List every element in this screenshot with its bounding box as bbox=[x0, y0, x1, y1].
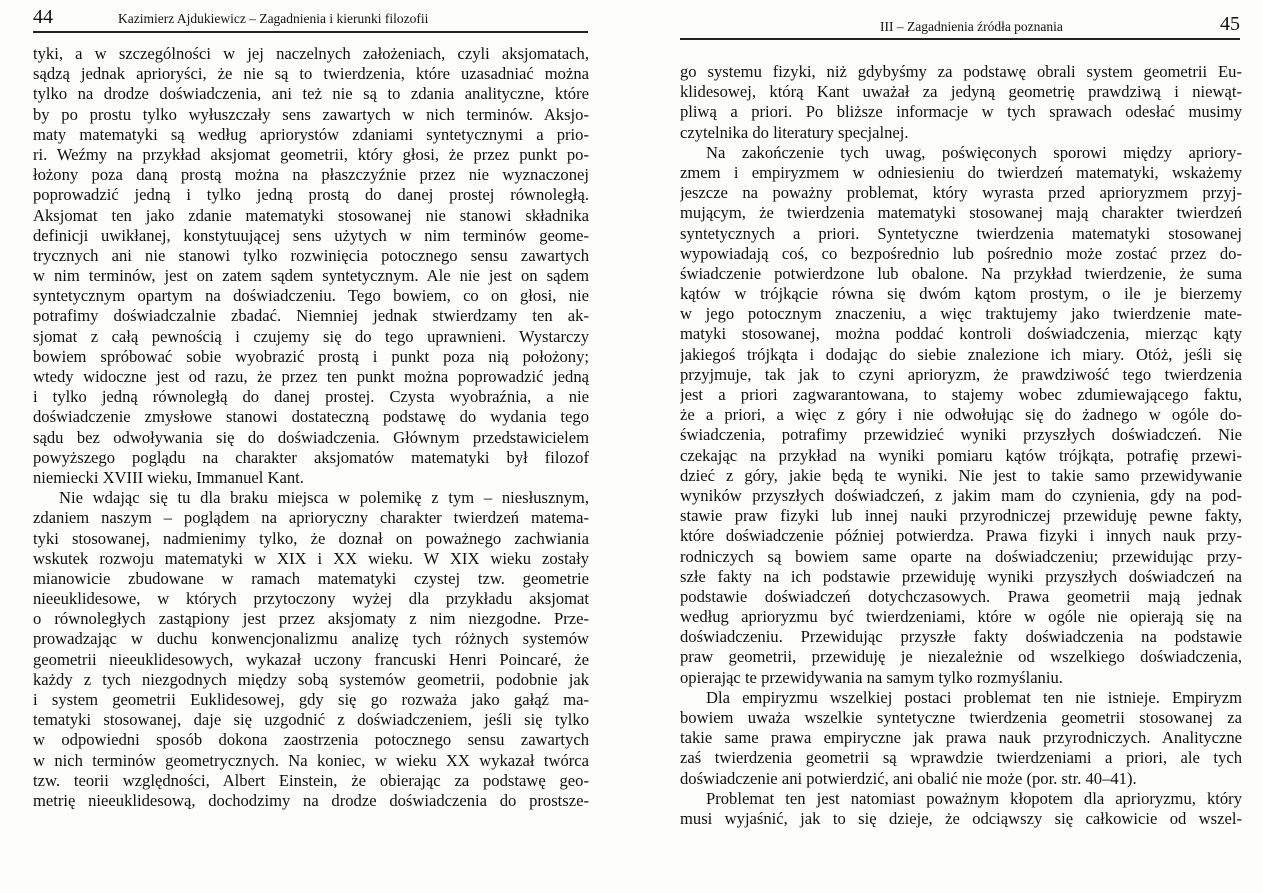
text-line: Problemat ten jest natomiast poważnym kłopotem dla aprioryzmu, który bbox=[706, 788, 1242, 808]
text-line: stawie praw fizyki lub innej nauki przyrodniczej przewiduję pewne fakty, bbox=[680, 506, 1242, 526]
text-line: sądzą jednak aprioryści, że nie są to twierdzenia, które uzasadniać można bbox=[33, 64, 589, 84]
left-page-body bbox=[33, 44, 589, 811]
header-rule bbox=[680, 38, 1240, 40]
text-line: że a priori, a więc z góry i nie odwołując się do żadnego w ogóle do- bbox=[680, 405, 1242, 425]
left-page-number: 44 bbox=[33, 6, 53, 28]
text-line: wyników przyszłych doświadczeń, z jakim mam do czynienia, gdy na pod- bbox=[680, 485, 1242, 505]
text-line: w nich terminów geometrycznych. Na koniec, w wieku XX wykazał twórca bbox=[33, 750, 589, 770]
text-line: pliwą a priori. Po bliższe informacje w tych sprawach odesłać musimy bbox=[680, 102, 1242, 122]
text-line: czytelnika do literatury specjalnej. bbox=[680, 122, 909, 142]
text-line: tylko na drodze doświadczenia, ani też nie są to zdania analityczne, które bbox=[33, 84, 589, 104]
text-line: klidesowej, którą Kant uważał za jedyną geometrię prawdziwą i niewąt- bbox=[680, 82, 1242, 102]
text-line: tzw. teorii względności, Albert Einstein, że obierając za podstawę geo- bbox=[33, 770, 589, 790]
text-line: matyki stosowanej, można poddać kontroli doświadczenia, mierząc kąty bbox=[680, 324, 1242, 344]
text-line: sjomat z całą pewnością i czujemy się do tego uprawnieni. Wystarczy bbox=[33, 326, 589, 346]
text-line: doświadczeniu. Przewidując przyszłe fakty doświadczenia na podstawie bbox=[680, 627, 1242, 647]
text-line: i system geometrii Euklidesowej, gdy się go rozważa jako gałąź ma- bbox=[33, 690, 589, 709]
text-line: każdy z tych niezgodnych między sobą systemów geometrii, podobnie jak bbox=[33, 669, 589, 689]
left-running-head: Kazimierz Ajdukiewicz – Zagadnienia i kierunki filozofii bbox=[118, 11, 429, 26]
left-page bbox=[0, 0, 620, 893]
text-line: przyjmuje, tak jak to czyni aprioryzm, że prawdziwość tego twierdzenia bbox=[680, 364, 1242, 384]
text-line: prowadzając w duchu konwencjonalizmu analizę tych różnych systemów bbox=[33, 629, 589, 649]
text-line: geometrii nieeuklidesowych, wykazał uczony francuski Henri Poincaré, że bbox=[33, 649, 589, 669]
text-line: definicji uwikłanej, konstytuującej sens użytych w nim terminów geome- bbox=[33, 225, 589, 245]
text-line: łożony poza daną prostą można na płaszczyźnie przez nie wyznaczonej bbox=[33, 165, 589, 185]
text-line: Dla empiryzmu wszelkiej postaci problemat ten nie istnieje. Empiryzm bbox=[706, 687, 1242, 707]
text-line: bowiem uważa wszelkie syntetyczne twierdzenia geometrii stosowanej za bbox=[680, 708, 1242, 727]
right-page-header bbox=[680, 14, 1240, 40]
text-line: w jego potocznym znaczeniu, a więc traktujemy jako twierdzenie mate- bbox=[680, 304, 1242, 324]
text-line: tyki stosowanej, nadmienimy tylko, że doznał on poważnego zachwiania bbox=[33, 528, 589, 548]
right-page-number: 45 bbox=[1220, 13, 1240, 35]
text-line: czekając na przykład na wyniki pomiaru kątów trójkąta, potrafię przewi- bbox=[680, 445, 1242, 465]
text-line: jeszcze na poważny problemat, który wyrasta przed aprioryzmem przyj- bbox=[680, 183, 1242, 203]
text-line: jakiegoś trójkąta i dodając do siebie znalezione ich miary. Otóż, jeśli się bbox=[680, 344, 1242, 364]
text-line: tyki, a w szczególności w jej naczelnych założeniach, czyli aksjomatach, bbox=[33, 44, 589, 63]
text-line: podstawie doświadczeń dotychczasowych. Prawa geometrii mają jednak bbox=[680, 586, 1242, 606]
text-line: takie same prawa empiryczne jak prawa nauk przyrodniczych. Analityczne bbox=[680, 728, 1242, 748]
text-line: ri. Weźmy na przykład aksjomat geometrii, który głosi, że przez punkt po- bbox=[33, 144, 589, 164]
text-line: niemiecki XVIII wieku, Immanuel Kant. bbox=[33, 467, 304, 487]
text-line: musi wyjaśnić, jak to się dzieje, że odciąwszy się całkowicie od wszel- bbox=[680, 808, 1242, 828]
text-line: zaś twierdzenia geometrii są wprawdzie twierdzeniami a priori, ale tych bbox=[680, 748, 1242, 768]
text-line: w odpowiedni sposób dokona zaostrzenia potocznego sensu zawartych bbox=[33, 730, 589, 750]
text-line: tematyki stosowanej, daje się uzgodnić z doświadczeniem, jeśli się tylko bbox=[33, 710, 589, 730]
text-line: wskutek rozwoju matematyki w XIX i XX wieku. W XIX wieku zostały bbox=[33, 548, 589, 568]
text-line: wtedy widoczne jest od razu, że przez ten punkt można poprowadzić jedną bbox=[33, 367, 589, 386]
text-line: szłe fakty na ich podstawie przewiduję wyniki przyszłych doświadczeń na bbox=[680, 566, 1242, 586]
text-line: kątów w trójkącie równa się dwóm kątom prostym, o ile je bierzemy bbox=[680, 284, 1242, 304]
right-page bbox=[640, 0, 1263, 893]
text-line: zdaniem naszym – poglądem na aprioryczny charakter twierdzeń matema- bbox=[33, 508, 589, 528]
text-line: doświadczenie ani potwierdzić, ani obalić nie może (por. str. 40–41). bbox=[680, 768, 1137, 788]
text-line: maty matematyki są według apriorystów zdaniami syntetycznymi a prio- bbox=[33, 124, 589, 144]
text-line: świadczenie potwierdzone lub obalone. Na przykład twierdzenie, że suma bbox=[680, 263, 1242, 283]
text-line: rodniczych są bowiem same oparte na doświadczeniu; przewidując przy- bbox=[680, 546, 1242, 566]
text-line: sądu bez odwoływania się do doświadczenia. Głównym przedstawicielem bbox=[33, 427, 589, 447]
text-line: bowiem spróbować sobie wyobrazić prostą i punkt poza nią położony; bbox=[33, 346, 589, 366]
left-page-header bbox=[33, 8, 588, 30]
text-line: mianowicie zbudowane w ramach matematyki czystej tzw. geometrie bbox=[33, 568, 589, 588]
text-line: powyższego poglądu na charakter aksjomatów matematyki był filozof bbox=[33, 447, 589, 467]
header-rule bbox=[33, 31, 588, 33]
text-line: trycznych ani nie stanowi tylko rozwinięcia potocznego sensu zawartych bbox=[33, 245, 589, 265]
text-line: i tylko jedną równoległą do danej prostej. Czysta wyobraźnia, a nie bbox=[33, 387, 589, 407]
text-line: doświadczenie zmysłowe stanowi dostateczną podstawę do wydania tego bbox=[33, 407, 589, 427]
text-line: Nie wdając się tu dla braku miejsca w polemikę z tym – niesłusznym, bbox=[59, 488, 589, 508]
right-page-body bbox=[680, 62, 1242, 829]
text-line: syntetycznym opartym na doświadczeniu. Tego bowiem, co on głosi, nie bbox=[33, 286, 589, 306]
text-line: które doświadczenie później potwierdza. Prawa fizyki i innych nauk przy- bbox=[680, 526, 1242, 546]
text-line: w nim terminów, jest on zatem sądem syntetycznym. Ale nie jest on sądem bbox=[33, 266, 589, 286]
text-line: Na zakończenie tych uwag, poświęconych sporowi między apriory- bbox=[706, 142, 1242, 162]
text-line: świadczenia, potrafimy przewidzieć wyniki przyszłych doświadczeń. Nie bbox=[680, 425, 1242, 445]
text-line: dzieć z góry, jakie będą te wyniki. Nie jest to takie samo przewidywanie bbox=[680, 465, 1242, 485]
text-line: Aksjomat ten jako zdanie matematyki stosowanej nie stanowi składnika bbox=[33, 205, 589, 225]
text-line: syntetycznych a priori. Syntetyczne twierdzenia matematyki stosowanej bbox=[680, 223, 1242, 243]
text-line: potrafimy doświadczalnie zbadać. Niemniej jednak stwierdzamy ten ak- bbox=[33, 306, 589, 326]
text-line: praw geometrii, przewiduję je niezależnie od wszelkiego doświadczenia, bbox=[680, 647, 1242, 667]
text-line: poprowadzić jedną i tylko jedną prostą do danej prostej równoległą. bbox=[33, 185, 589, 205]
text-line: mującym, że twierdzenia matematyki stosowanej mają charakter twierdzeń bbox=[680, 203, 1242, 223]
text-line: metrię nieeuklidesową, dochodzimy na drodze doświadczenia do prostsze- bbox=[33, 790, 589, 810]
text-line: go systemu fizyki, niż gdybyśmy za podstawę obrali system geometrii Eu- bbox=[680, 62, 1242, 81]
text-line: wypowiadają coś, co bezpośrednio lub pośrednio może zostać przez do- bbox=[680, 243, 1242, 263]
text-line: zmem i empiryzmem w odniesieniu do twierdzeń matematyki, wskażemy bbox=[680, 162, 1242, 182]
text-line: opierając te przewidywania na samym tylko rozmyślaniu. bbox=[680, 667, 1063, 687]
text-line: według aprioryzmu być twierdzeniami, które w ogóle nie opierają się na bbox=[680, 607, 1242, 627]
text-line: jest a priori zagwarantowana, to stajemy wobec zdumiewającego faktu, bbox=[680, 385, 1242, 404]
text-line: by po prostu tylko wyłuszczały sens zawartych w nich terminów. Aksjo- bbox=[33, 104, 589, 124]
right-running-head: III – Zagadnienia źródła poznania bbox=[880, 19, 1063, 34]
text-line: nieeuklidesowe, w których przytoczony wyżej dla przykładu aksjomat bbox=[33, 589, 589, 609]
text-line: o równoległych zastąpiony jest przez aksjomaty z nim niezgodne. Prze- bbox=[33, 609, 589, 629]
